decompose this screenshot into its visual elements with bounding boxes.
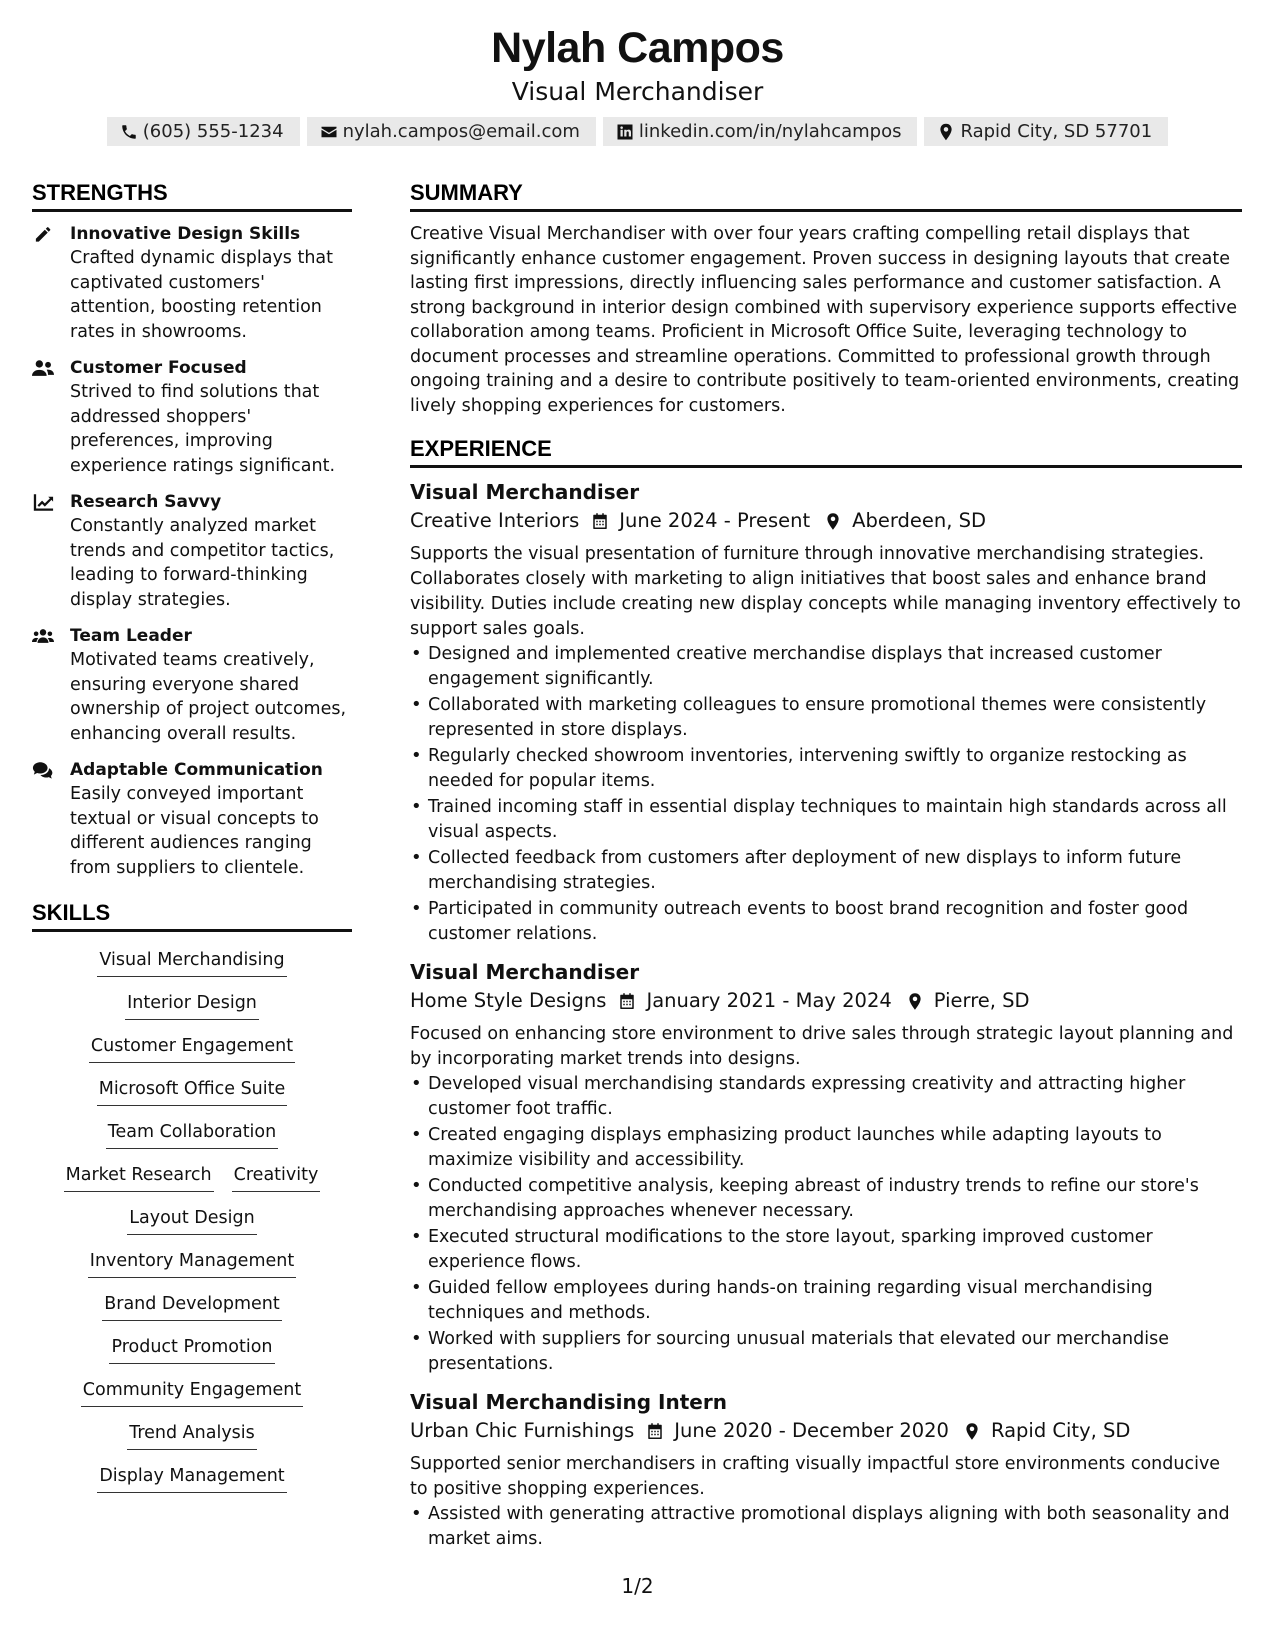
strength-text: Constantly analyzed market trends and competitor tactics, leading to forward-thinking display strategies. [70, 516, 335, 610]
strength-text: Crafted dynamic displays that captivated customers' attention, boosting retention rates in showrooms. [70, 248, 334, 342]
contact-email-text: nylah.campos@email.com [342, 121, 580, 142]
experience-heading: EXPERIENCE [410, 434, 1242, 468]
strengths-heading: STRENGTHS [32, 178, 352, 212]
chart-line-icon [32, 493, 54, 512]
job-dates: June 2024 - Present [619, 509, 811, 532]
job-title: Visual Merchandising Intern [410, 1390, 727, 1414]
contact-bar [0, 117, 1275, 146]
bullet-item: • Trained incoming staff in essential display techniques to maintain high standards across all visual aspects. [410, 795, 1242, 844]
right-column [410, 178, 1242, 1563]
job-description: Supported senior merchandisers in crafting visually impactful store environments conducive to positive shopping experiences. [410, 1454, 1221, 1499]
job-company: Creative Interiors [410, 509, 580, 532]
comments-icon [32, 761, 54, 780]
skills-list [32, 942, 352, 1493]
job-meta [410, 986, 1242, 1016]
strength-item [32, 222, 352, 344]
candidate-role: Visual Merchandiser [511, 77, 764, 106]
summary-text: Creative Visual Merchandiser with over four years crafting compelling retail displays that significantly enhance customer engagement. Proven success in designing layouts that create lasting first impressions, directly influencing sales performance and customer satisfaction. A strong background in interior design combined with supervisory experience supports effective collaboration among teams. Proficient in Microsoft Office Suite, leveraging technology to document processes and streamline operations. Committed to professional growth through ongoing training and a desire to contribute positively to team-oriented environments, creating lively shopping experiences for customers. [410, 224, 1240, 416]
strength-title: Research Savvy [70, 492, 222, 512]
bullet-item: • Collaborated with marketing colleagues to ensure promotional themes were consistently represented in store displays. [410, 693, 1242, 742]
job-entry [410, 958, 1242, 1376]
resume-header [0, 20, 1275, 146]
strength-item [32, 356, 352, 478]
skills-section [32, 898, 352, 1493]
job-company: Home Style Designs [410, 989, 607, 1012]
job-bullets [410, 1072, 1242, 1376]
bullet-item: • Executed structural modifications to the store layout, sparking improved customer experience flows. [410, 1225, 1242, 1274]
bullet-item: • Conducted competitive analysis, keeping abreast of industry trends to refine our store's merchandising approaches whenever necessary. [410, 1174, 1242, 1223]
linkedin-icon [616, 123, 634, 141]
team-icon [32, 627, 54, 646]
bullet-item: • Developed visual merchandising standards expressing creativity and attracting higher customer foot traffic. [410, 1072, 1242, 1121]
job-entry [410, 1388, 1242, 1551]
skill-tag: Interior Design [125, 991, 259, 1020]
map-pin-icon [906, 992, 924, 1011]
bullet-item: • Assisted with generating attractive promotional displays aligning with both seasonality and market aims. [410, 1502, 1242, 1551]
left-column [32, 178, 352, 1493]
strength-title: Team Leader [70, 626, 192, 646]
skill-tag: Creativity [232, 1163, 321, 1192]
strength-text: Easily conveyed important textual or visual concepts to different audiences ranging from suppliers to clientele. [70, 784, 319, 878]
skill-tag: Microsoft Office Suite [97, 1077, 288, 1106]
map-pin-icon [824, 512, 842, 531]
bullet-item: • Designed and implemented creative merchandise displays that increased customer engagement significantly. [410, 642, 1242, 691]
job-bullets [410, 642, 1242, 946]
candidate-name: Nylah Campos [491, 24, 784, 72]
skill-tag: Display Management [97, 1464, 286, 1493]
pencil-icon [32, 225, 54, 244]
strength-title: Adaptable Communication [70, 760, 323, 780]
strength-text: Strived to find solutions that addressed shoppers' preferences, improving experience ratings significant. [70, 382, 336, 476]
skill-tag: Market Research [64, 1163, 214, 1192]
strength-item [32, 758, 352, 880]
skill-tag: Team Collaboration [106, 1120, 278, 1149]
job-bullets [410, 1502, 1242, 1551]
job-location: Pierre, SD [933, 989, 1030, 1012]
bullet-item: • Regularly checked showroom inventories, intervening swiftly to organize restocking as needed for popular items. [410, 744, 1242, 793]
envelope-icon [320, 123, 338, 141]
job-dates: June 2020 - December 2020 [674, 1419, 949, 1442]
users-icon [32, 359, 54, 378]
job-meta [410, 1416, 1242, 1446]
job-meta [410, 506, 1242, 536]
skill-tag: Visual Merchandising [97, 948, 286, 977]
bullet-item: • Collected feedback from customers after deployment of new displays to inform future merchandising strategies. [410, 846, 1242, 895]
bullet-item: • Participated in community outreach events to boost brand recognition and foster good customer relations. [410, 897, 1242, 946]
job-location: Rapid City, SD [990, 1419, 1131, 1442]
phone-icon [120, 123, 138, 141]
contact-linkedin[interactable] [603, 117, 918, 146]
map-pin-icon [963, 1422, 981, 1441]
contact-location [924, 117, 1168, 146]
calendar-icon [618, 992, 636, 1011]
job-title: Visual Merchandiser [410, 960, 640, 984]
job-title: Visual Merchandiser [410, 480, 640, 504]
contact-phone[interactable] [107, 117, 300, 146]
contact-email[interactable] [307, 117, 596, 146]
bullet-item: • Guided fellow employees during hands-on training regarding visual merchandising techniques and methods. [410, 1276, 1242, 1325]
job-company: Urban Chic Furnishings [410, 1419, 635, 1442]
strength-item [32, 490, 352, 612]
skill-tag: Brand Development [102, 1292, 282, 1321]
strength-item [32, 624, 352, 746]
skill-tag: Layout Design [127, 1206, 256, 1235]
job-description: Supports the visual presentation of furniture through innovative merchandising strategies. Collaborates closely with marketing to align initiatives that boost sales and enhance brand visibility. Duties include creating new display concepts while managing inventory effectively to support sales goals. [410, 544, 1241, 639]
contact-location-text: Rapid City, SD 57701 [960, 121, 1153, 142]
skills-heading: SKILLS [32, 898, 352, 932]
bullet-item: • Worked with suppliers for sourcing unusual materials that elevated our merchandise presentations. [410, 1327, 1242, 1376]
summary-heading: SUMMARY [410, 178, 1242, 212]
skill-tag: Product Promotion [109, 1335, 274, 1364]
skill-tag: Customer Engagement [89, 1034, 295, 1063]
contact-linkedin-text: linkedin.com/in/nylahcampos [638, 121, 902, 142]
skill-tag: Trend Analysis [127, 1421, 257, 1450]
job-description: Focused on enhancing store environment to drive sales through strategic layout planning and by incorporating market trends into designs. [410, 1024, 1234, 1069]
contact-phone-text: (605) 555-1234 [142, 121, 284, 142]
skill-tag: Community Engagement [81, 1378, 303, 1407]
calendar-icon [646, 1422, 664, 1441]
strength-title: Customer Focused [70, 358, 247, 378]
map-pin-icon [937, 123, 955, 141]
calendar-icon [591, 512, 609, 531]
strength-title: Innovative Design Skills [70, 224, 301, 244]
job-dates: January 2021 - May 2024 [646, 989, 892, 1012]
skill-tag: Inventory Management [88, 1249, 296, 1278]
page-number: 1/2 [621, 1574, 654, 1598]
job-entry [410, 478, 1242, 946]
bullet-item: • Created engaging displays emphasizing product launches while adapting layouts to maximize visibility and accessibility. [410, 1123, 1242, 1172]
job-location: Aberdeen, SD [852, 509, 987, 532]
strength-text: Motivated teams creatively, ensuring everyone shared ownership of project outcomes, enhancing overall results. [70, 650, 347, 744]
